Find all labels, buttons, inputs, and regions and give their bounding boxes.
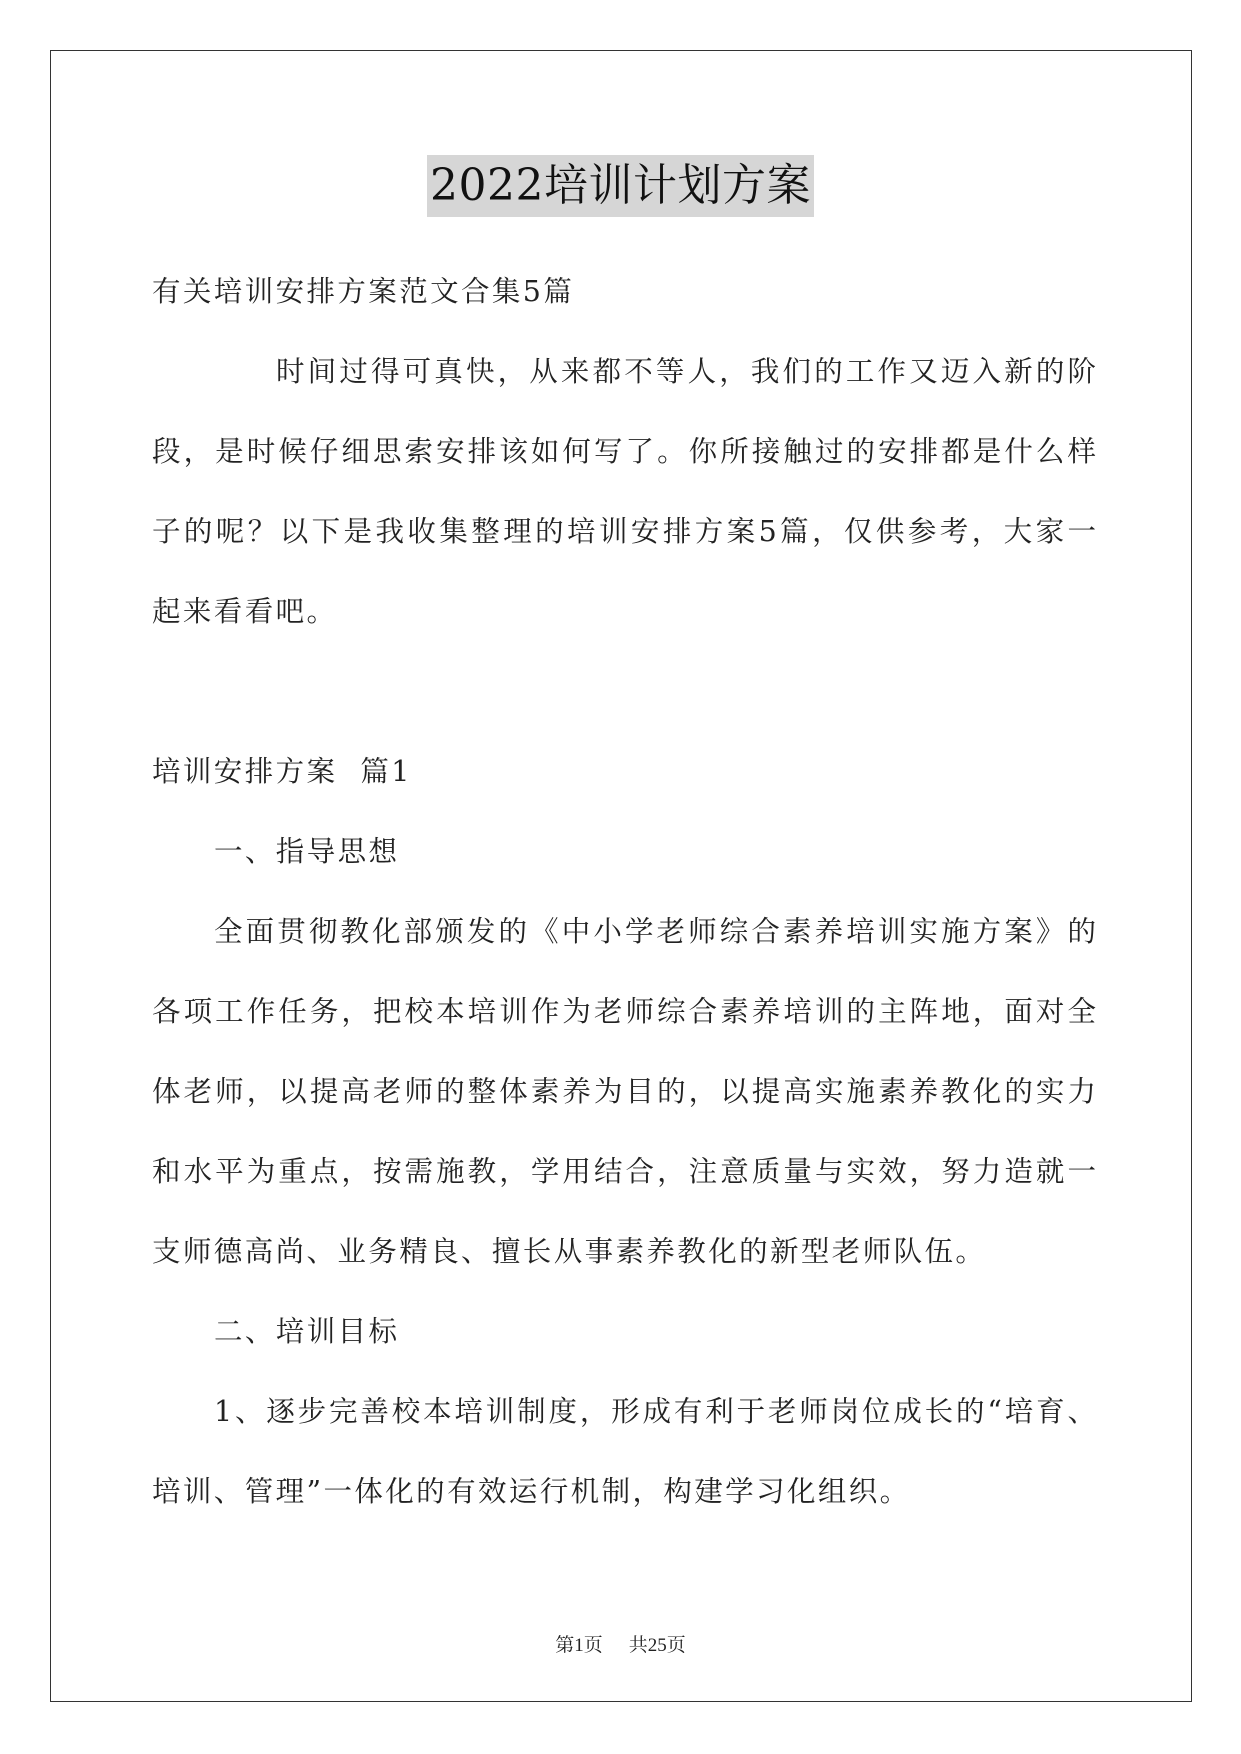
paragraph-line: 培训、管理”一体化的有效运行机制，构建学习化组织。: [152, 1475, 911, 1508]
paragraph-line: 全面贯彻教化部颁发的《中小学老师综合素养培训实施方案》的: [214, 915, 1096, 948]
paragraph-line: 体老师，以提高老师的整体素养为目的，以提高实施素养教化的实力: [152, 1075, 1096, 1108]
heading-training-goals: 二、培训目标: [214, 1315, 400, 1348]
paragraph-line: 和水平为重点，按需施教，学用结合，注意质量与实效，努力造就一: [152, 1155, 1096, 1188]
intro-line: 时间过得可真快，从来都不等人，我们的工作又迈入新的阶: [276, 355, 1096, 388]
page-total: 共25页: [628, 1635, 686, 1656]
spacer: [152, 652, 1096, 732]
heading-guiding-ideology: 一、指导思想: [214, 835, 400, 868]
section-title: 培训安排方案 篇1: [152, 755, 412, 788]
page-number: 第1页: [555, 1635, 603, 1656]
intro-line: 段，是时候仔细思索安排该如何写了。你所接触过的安排都是什么样: [152, 435, 1096, 468]
intro-line: 起来看看吧。: [152, 595, 338, 628]
page-footer: [0, 1630, 1241, 1657]
title-wrap: [0, 155, 1241, 217]
document-title: 2022培训计划方案: [427, 155, 814, 217]
paragraph-line: 各项工作任务，把校本培训作为老师综合素养培训的主阵地，面对全: [152, 995, 1096, 1028]
intro-line: 子的呢？以下是我收集整理的培训安排方案5篇，仅供参考，大家一: [152, 515, 1096, 548]
subtitle: 有关培训安排方案范文合集5篇: [152, 275, 575, 308]
paragraph-line: 支师德高尚、业务精良、擅长从事素养教化的新型老师队伍。: [152, 1235, 987, 1268]
paragraph-line: 1、逐步完善校本培训制度，形成有利于老师岗位成长的“培育、: [214, 1395, 1096, 1428]
document-body: [152, 252, 1096, 1532]
